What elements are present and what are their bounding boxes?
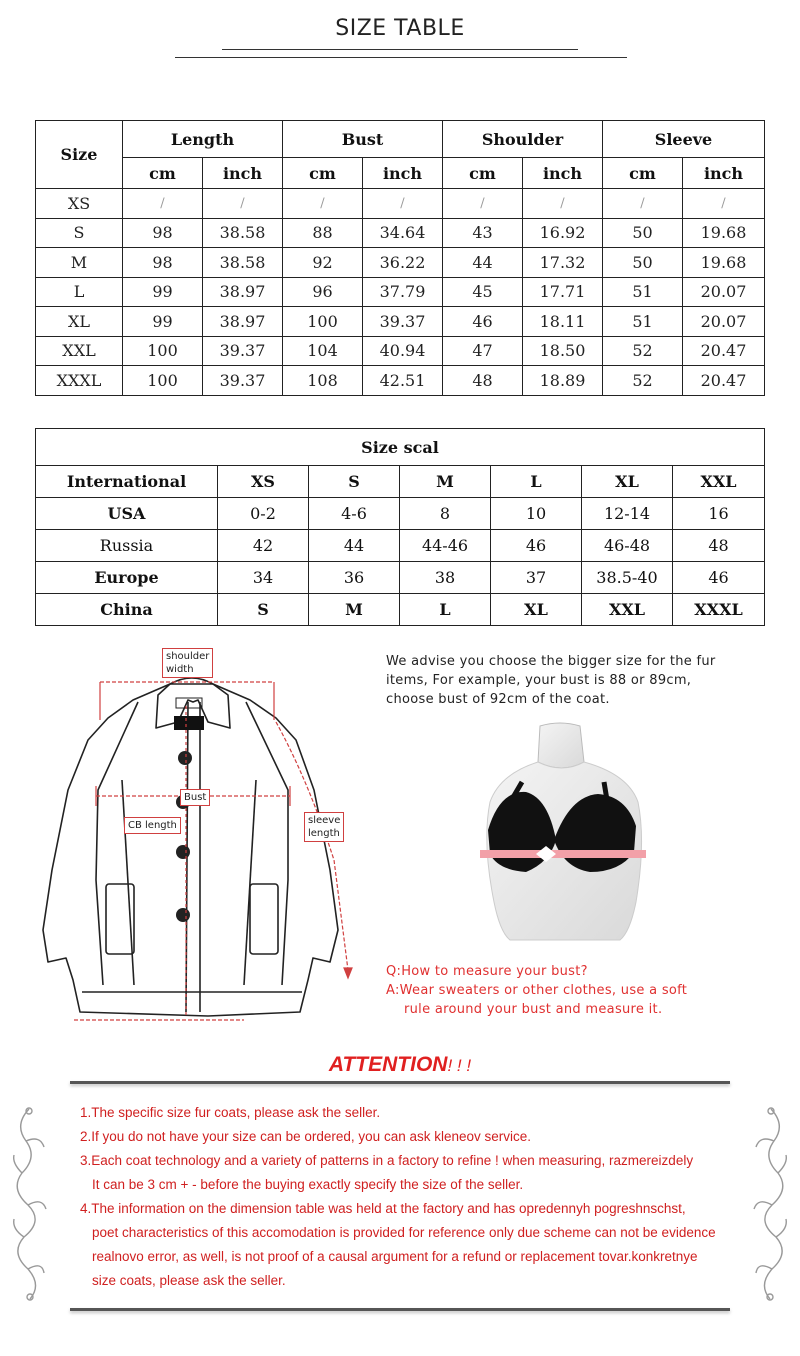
value-cell: 100 [123, 336, 203, 366]
value-cell: 46 [673, 562, 765, 594]
value-cell: L [491, 466, 582, 498]
value-cell: 45 [443, 277, 523, 307]
unit-header: inch [363, 158, 443, 189]
note-line: 3.Each coat technology and a variety of patterns in a factory to refine ! when measuring, razmereizdely [80, 1153, 694, 1168]
value-cell: 39.37 [363, 307, 443, 337]
value-cell: 48 [673, 530, 765, 562]
value-cell: 18.50 [523, 336, 603, 366]
coat-measurement-diagram [38, 640, 368, 1030]
value-cell: / [603, 189, 683, 219]
divider [70, 1308, 730, 1311]
value-cell: 37.79 [363, 277, 443, 307]
note-line: 1.The specific size fur coats, please ask the seller. [80, 1105, 381, 1120]
size-cell: XXXL [36, 366, 123, 396]
value-cell: 51 [603, 277, 683, 307]
size-scale-table [35, 428, 765, 626]
value-cell: 38.58 [203, 218, 283, 248]
value-cell: 37 [491, 562, 582, 594]
attention-marks: ! ! ! [447, 1056, 472, 1075]
label-text: shoulder [166, 651, 210, 662]
table-row [36, 189, 765, 219]
value-cell: / [683, 189, 765, 219]
size-column-header: Size [36, 121, 123, 189]
note-line: It can be 3 cm + - before the buying exactly specify the size of the seller. [92, 1177, 524, 1192]
page-title: SIZE TABLE [335, 16, 465, 41]
value-cell: 20.47 [683, 366, 765, 396]
unit-header: cm [283, 158, 363, 189]
size-cell: M [36, 248, 123, 278]
label-text: sleeve [308, 815, 341, 826]
row-header: International [36, 466, 218, 498]
length-group-header: Length [123, 121, 283, 158]
value-cell: 52 [603, 336, 683, 366]
value-cell: 18.89 [523, 366, 603, 396]
value-cell: 52 [603, 366, 683, 396]
table-row [36, 336, 765, 366]
value-cell: 17.32 [523, 248, 603, 278]
value-cell: 4-6 [309, 498, 400, 530]
unit-header: cm [443, 158, 523, 189]
value-cell: 50 [603, 248, 683, 278]
value-cell: 99 [123, 307, 203, 337]
collar-tag [174, 716, 204, 730]
table-row [36, 307, 765, 337]
table-row [36, 562, 765, 594]
unit-header: inch [523, 158, 603, 189]
value-cell: 46 [443, 307, 523, 337]
note-line: 2.If you do not have your size can be ordered, you can ask kleneov service. [80, 1129, 532, 1144]
label-text: width [166, 664, 194, 675]
value-cell: 42.51 [363, 366, 443, 396]
shoulder-group-header: Shoulder [443, 121, 603, 158]
cb-length-label: CB length [124, 817, 181, 834]
value-cell: 92 [283, 248, 363, 278]
value-cell: / [283, 189, 363, 219]
size-cell: L [36, 277, 123, 307]
value-cell: 36.22 [363, 248, 443, 278]
table-row [36, 466, 765, 498]
value-cell: M [400, 466, 491, 498]
value-cell: 10 [491, 498, 582, 530]
size-cell: XS [36, 189, 123, 219]
value-cell: 20.47 [683, 336, 765, 366]
table-row [36, 594, 765, 626]
value-cell: S [218, 594, 309, 626]
unit-header: cm [123, 158, 203, 189]
value-cell: 51 [603, 307, 683, 337]
value-cell: 100 [123, 366, 203, 396]
value-cell: 34 [218, 562, 309, 594]
value-cell: 98 [123, 218, 203, 248]
value-cell: XL [491, 594, 582, 626]
value-cell: 46-48 [582, 530, 673, 562]
size-scale-caption: Size scal [36, 429, 765, 466]
table-row [36, 248, 765, 278]
value-cell: 38.97 [203, 307, 283, 337]
value-cell: 44-46 [400, 530, 491, 562]
advice-line: choose bust of 92cm of the coat. [386, 692, 610, 707]
row-header: Russia [36, 530, 218, 562]
floral-ornament-right [750, 1105, 792, 1303]
value-cell: 96 [283, 277, 363, 307]
unit-header: inch [203, 158, 283, 189]
measuring-tape [480, 850, 646, 858]
value-cell: 44 [309, 530, 400, 562]
sizing-advice [386, 652, 766, 709]
bust-measure-qa [386, 962, 776, 1019]
value-cell: 44 [443, 248, 523, 278]
value-cell: 48 [443, 366, 523, 396]
value-cell: 100 [283, 307, 363, 337]
value-cell: / [203, 189, 283, 219]
sleeve-group-header: Sleeve [603, 121, 765, 158]
value-cell: 43 [443, 218, 523, 248]
size-cell: XL [36, 307, 123, 337]
value-cell: / [443, 189, 523, 219]
value-cell: 17.71 [523, 277, 603, 307]
attention-notes [80, 1101, 730, 1293]
value-cell: S [309, 466, 400, 498]
value-cell: 16.92 [523, 218, 603, 248]
divider [70, 1081, 730, 1084]
attention-word: ATTENTION [328, 1053, 448, 1076]
shoulder-width-label [162, 648, 213, 678]
value-cell: XXXL [673, 594, 765, 626]
title-underline [222, 49, 578, 50]
value-cell: 38 [400, 562, 491, 594]
advice-line: We advise you choose the bigger size for the fur [386, 654, 716, 669]
value-cell: 39.37 [203, 366, 283, 396]
attention-heading [0, 1053, 800, 1077]
value-cell: 46 [491, 530, 582, 562]
title-underline-long [175, 57, 627, 58]
value-cell: 50 [603, 218, 683, 248]
value-cell: 20.07 [683, 307, 765, 337]
value-cell: 98 [123, 248, 203, 278]
value-cell: 38.58 [203, 248, 283, 278]
row-header: USA [36, 498, 218, 530]
value-cell: 42 [218, 530, 309, 562]
value-cell: 18.11 [523, 307, 603, 337]
table-row [36, 218, 765, 248]
question-text: Q:How to measure your bust? [386, 964, 588, 979]
value-cell: 40.94 [363, 336, 443, 366]
table-row [36, 530, 765, 562]
value-cell: 8 [400, 498, 491, 530]
unit-header: cm [603, 158, 683, 189]
value-cell: 38.97 [203, 277, 283, 307]
value-cell: 19.68 [683, 248, 765, 278]
table-row [36, 366, 765, 396]
value-cell: 47 [443, 336, 523, 366]
row-header: China [36, 594, 218, 626]
label-text: length [308, 828, 340, 839]
value-cell: 16 [673, 498, 765, 530]
note-line: size coats, please ask the seller. [92, 1273, 286, 1288]
value-cell: 39.37 [203, 336, 283, 366]
value-cell: XL [582, 466, 673, 498]
value-cell: 0-2 [218, 498, 309, 530]
sleeve-length-label [304, 812, 344, 842]
note-line: poet characteristics of this accomodation is provided for reference only due scheme can not be evidence [92, 1225, 716, 1240]
note-line: 4.The information on the dimension table was held at the factory and has opredennyh pogreshnschst, [80, 1201, 686, 1216]
answer-text: A:Wear sweaters or other clothes, use a soft [386, 983, 688, 998]
size-table [35, 120, 765, 396]
value-cell: / [523, 189, 603, 219]
value-cell: M [309, 594, 400, 626]
value-cell: 38.5-40 [582, 562, 673, 594]
value-cell: 12-14 [582, 498, 673, 530]
bust-mannequin-illustration [480, 722, 650, 942]
floral-ornament-left [8, 1105, 50, 1303]
bust-group-header: Bust [283, 121, 443, 158]
value-cell: XXL [582, 594, 673, 626]
value-cell: / [123, 189, 203, 219]
value-cell: 20.07 [683, 277, 765, 307]
value-cell: 88 [283, 218, 363, 248]
size-cell: S [36, 218, 123, 248]
advice-line: items, For example, your bust is 88 or 89cm, [386, 673, 692, 688]
value-cell: 36 [309, 562, 400, 594]
row-header: Europe [36, 562, 218, 594]
unit-header: inch [683, 158, 765, 189]
value-cell: / [363, 189, 443, 219]
value-cell: 19.68 [683, 218, 765, 248]
value-cell: XXL [673, 466, 765, 498]
value-cell: 99 [123, 277, 203, 307]
note-line: realnovo error, as well, is not proof of a causal argument for a refund or replacement tovar.konkretnye [92, 1249, 698, 1264]
size-cell: XXL [36, 336, 123, 366]
value-cell: L [400, 594, 491, 626]
bust-label: Bust [180, 789, 210, 806]
value-cell: 108 [283, 366, 363, 396]
value-cell: 104 [283, 336, 363, 366]
table-row [36, 498, 765, 530]
table-row [36, 277, 765, 307]
value-cell: 34.64 [363, 218, 443, 248]
value-cell: XS [218, 466, 309, 498]
answer-text: rule around your bust and measure it. [404, 1002, 663, 1017]
